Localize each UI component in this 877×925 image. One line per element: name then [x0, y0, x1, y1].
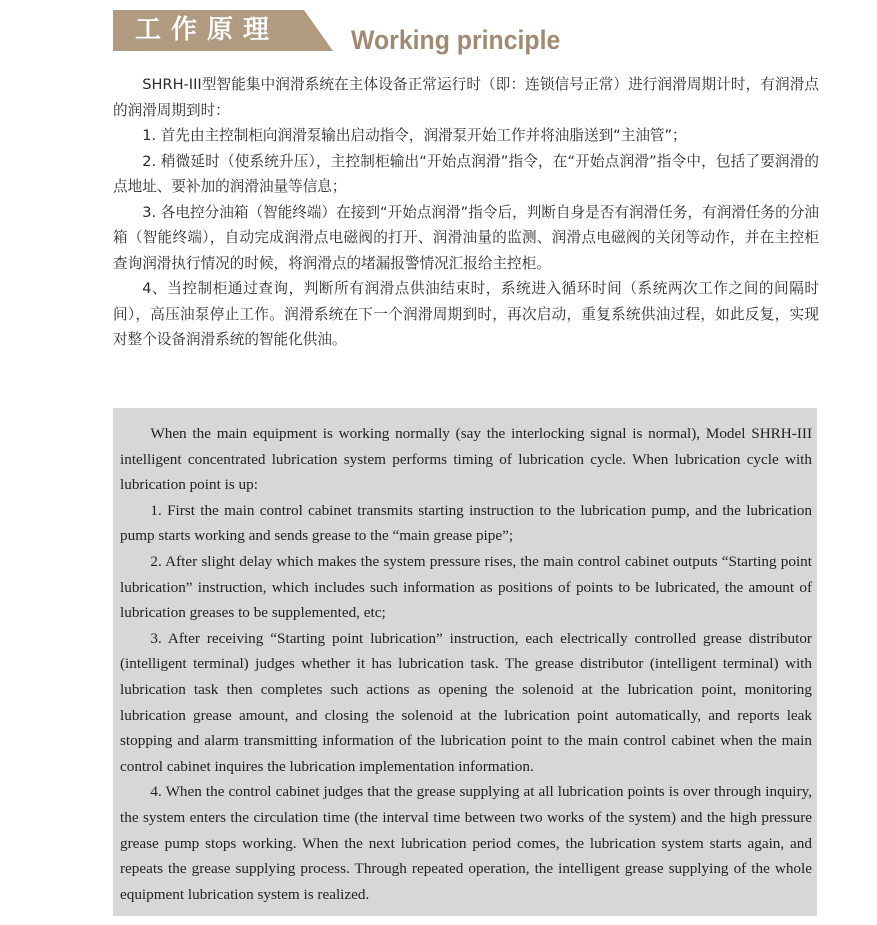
cn-paragraph-step-4: 4、当控制柜通过查询，判断所有润滑点供油结束时，系统进入循环时间（系统两次工作之间的间隔时间），高压油泵停止工作。润滑系统在下一个润滑周期到时，再次启动，重复系统供油过程，如此反复，实现对整个设备润滑系统的智能化供油。: [113, 280, 819, 348]
section-title-english: Working principle: [351, 25, 561, 55]
en-paragraph-step-1: 1. First the main control cabinet transmits starting instruction to the lubrication pump, and the lubrication pump starts working and sends grease to the “main grease pipe”;: [120, 501, 812, 545]
en-paragraph-step-2: 2. After slight delay which makes the system pressure rises, the main control cabinet outputs “Starting point lubrication” instruction, which includes such information as positions of points to be lubricated, the amount of lubrication greases to be supplemented, etc;: [120, 552, 812, 622]
section-header: [113, 10, 593, 54]
en-paragraph-intro: When the main equipment is working normally (say the interlocking signal is normal), Model SHRH-III intelligent concentrated lubrication system performs timing of lubrication cycle. When lubrication cycle with lubrication point is up:: [120, 425, 812, 494]
cn-paragraph-intro: SHRH-III型智能集中润滑系统在主体设备正常运行时（即：连锁信号正常）进行润滑周期计时，有润滑点的润滑周期到时：: [113, 76, 819, 119]
english-description-panel: [113, 408, 817, 916]
chinese-description: [113, 72, 819, 353]
cn-paragraph-step-1: 1. 首先由主控制柜向润滑泵输出启动指令，润滑泵开始工作并将油脂送到“主油管”；: [142, 127, 687, 144]
cn-paragraph-step-2: 2. 稍微延时（使系统升压），主控制柜输出“开始点润滑”指令，在“开始点润滑”指令中，包括了要润滑的点地址、要补加的润滑油量等信息；: [113, 152, 819, 195]
en-paragraph-step-3: 3. After receiving “Starting point lubrication” instruction, each electrically controlled grease distributor (intelligent terminal) judges whether it has lubrication task. The grease distributor (intelligent terminal) with lubrication task then completes such actions as opening the solenoid at the lubrication point, monitoring lubrication grease amount, and closing the solenoid at the lubrication point automatically, and reports leak stopping and alarm transmitting information of the lubrication point to the main control cabinet when the main control cabinet inquires the lubrication implementation information.: [120, 629, 812, 775]
english-description: [120, 421, 812, 907]
section-title-chinese: 工作原理: [135, 15, 280, 45]
en-paragraph-step-4: 4. When the control cabinet judges that the grease supplying at all lubrication points is over through inquiry, the system enters the circulation time (the interval time between two works of the system) and the high pressure grease pump stops working. When the next lubrication period comes, the lubrication system starts again, and repeats the grease supplying process. Through repeated operation, the intelligent grease supplying of the whole equipment lubrication system is realized.: [120, 783, 812, 903]
cn-paragraph-step-3: 3. 各电控分油箱（智能终端）在接到“开始点润滑”指令后，判断自身是否有润滑任务，有润滑任务的分油箱（智能终端），自动完成润滑点电磁阀的打开、润滑油量的监测、润滑点电磁阀的关闭等动作，并在主控柜查询润滑执行情况的时候，将润滑点的堵漏报警情况汇报给主控柜。: [113, 203, 819, 272]
